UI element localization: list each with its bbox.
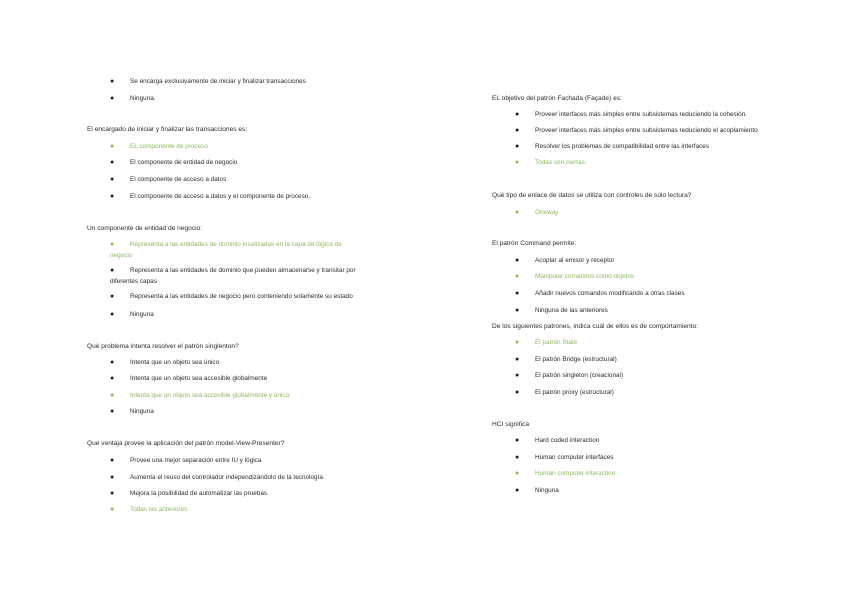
bullet-icon: ● [515, 111, 520, 118]
option-item-correct: ● Human computer interaction [515, 470, 616, 477]
option-item: ● Se encarga exclusivamente de iniciar y finalizar transacciones [110, 78, 306, 85]
option-item: ● Aumenta el reuso del controlador independizándolo de la tecnología [110, 474, 323, 481]
option-item: ● Proveer interfaces más simples entre subsistemas reduciendo la cohesión. [515, 111, 748, 118]
question-text: EL objetivo del patrón Fachada (Façade) es: [492, 95, 622, 102]
option-item: ● El componente de acceso a datos [110, 176, 227, 183]
bullet-icon: ● [110, 375, 115, 382]
option-item-correct: ● Todas son ciertas. [515, 159, 587, 166]
question-text: El encargado de iniciar y finalizar las transacciones es: [87, 126, 248, 133]
question-text: El patrón Command permite: [492, 240, 577, 247]
option-item: ● Mejora la posibilidad de automatizar las pruebas [110, 490, 268, 497]
bullet-icon: ● [110, 267, 115, 274]
bullet-icon: ● [110, 457, 115, 464]
bullet-icon: ● [110, 95, 115, 102]
option-item: ● Ninguna. [110, 95, 156, 102]
option-item: ● Ninguna [515, 487, 559, 494]
bullet-icon: ● [110, 176, 115, 183]
bullet-icon: ● [110, 506, 115, 513]
option-item-correct: ● Manipular comandos como objetos [515, 273, 635, 280]
bullet-icon: ● [110, 311, 115, 318]
option-item-correct: ● EL componente de proceso [110, 143, 208, 150]
option-item: ● Human computer interfaces [515, 454, 614, 461]
bullet-icon: ● [110, 490, 115, 497]
option-item-correct: ● Todas las anteriores [110, 506, 188, 513]
bullet-icon: ● [515, 307, 520, 314]
option-item: ● Representa a las entidades de dominio que pueden almacenarse y transitar por [110, 267, 356, 274]
option-item-correct: ● Representa a las entidades de dominio localizadas en la capa de lógica de [110, 241, 342, 248]
option-item: ● El patrón singleton (creacional) [515, 372, 624, 379]
option-item-correct: ● Oneway [515, 209, 559, 216]
question-text: Un componente de entidad de negocio: [87, 225, 203, 232]
option-item: ● Resolver los problemas de compatibilidad entre las interfaces [515, 143, 710, 150]
bullet-icon: ● [515, 356, 520, 363]
question-text: Qué tipo de enlace de datos se utiliza con controles de solo lectura? [492, 192, 692, 199]
bullet-icon: ● [515, 209, 520, 216]
bullet-icon: ● [110, 159, 115, 166]
option-item: ● Añadir nuevos comandos modificando a otras clases [515, 290, 685, 297]
option-item: ● Intenta que un objeto sea accesible globalmente [110, 375, 268, 382]
bullet-icon: ● [515, 339, 520, 346]
option-item: ● Provee una mejor separación entre IU y lógica [110, 457, 262, 464]
bullet-icon: ● [110, 78, 115, 85]
option-item-correct: ● El patrón State [515, 339, 578, 346]
option-item: ● Acoplar al emisor y receptor [515, 257, 615, 264]
bullet-icon: ● [515, 437, 520, 444]
option-item-continuation: diferentes capas [110, 278, 157, 285]
option-item: ● Ninguna [110, 408, 154, 415]
option-item: ● El componente de acceso a datos y el componente de proceso. [110, 193, 311, 200]
option-item: ● Ninguna de las anteriores [515, 307, 608, 314]
bullet-icon: ● [110, 143, 115, 150]
option-item: ● Proveer interfaces más simples entre subsistemas reduciendo el acoplamiento [515, 127, 758, 134]
question-text: Que ventaja provee la aplicación del patrón model-View-Presenter? [87, 440, 285, 447]
bullet-icon: ● [110, 408, 115, 415]
bullet-icon: ● [110, 474, 115, 481]
bullet-icon: ● [515, 143, 520, 150]
option-item-correct: ● Intenta que un objeto sea accesible globalmente y único [110, 392, 290, 399]
bullet-icon: ● [515, 487, 520, 494]
option-item: ● Hard coded interaction [515, 437, 600, 444]
bullet-icon: ● [515, 470, 520, 477]
bullet-icon: ● [110, 392, 115, 399]
option-item: ● Intenta que un objeto sea único [110, 359, 220, 366]
question-text: HCI significa [492, 421, 530, 428]
option-item-continuation: negocio [110, 252, 133, 259]
bullet-icon: ● [515, 257, 520, 264]
bullet-icon: ● [515, 273, 520, 280]
bullet-icon: ● [110, 293, 115, 300]
bullet-icon: ● [110, 193, 115, 200]
bullet-icon: ● [110, 359, 115, 366]
bullet-icon: ● [515, 159, 520, 166]
bullet-icon: ● [515, 454, 520, 461]
bullet-icon: ● [110, 241, 115, 248]
option-item: ● Ninguna [110, 311, 154, 318]
option-item: ● Representa a las entidades de negocio pero conteniendo solamente su estado [110, 293, 353, 300]
option-item: ● El patrón Bridge (estructural) [515, 356, 617, 363]
option-item: ● El patrón proxy (estructural) [515, 389, 614, 396]
question-text: Qué problema intenta resolver el patrón singlenton? [87, 343, 239, 350]
bullet-icon: ● [515, 290, 520, 297]
bullet-icon: ● [515, 372, 520, 379]
option-item: ● El componente de entidad de negocio [110, 159, 238, 166]
bullet-icon: ● [515, 389, 520, 396]
bullet-icon: ● [515, 127, 520, 134]
question-text: De los siguientes patrones, indica cuál de ellos es de comportamiento: [492, 323, 698, 330]
